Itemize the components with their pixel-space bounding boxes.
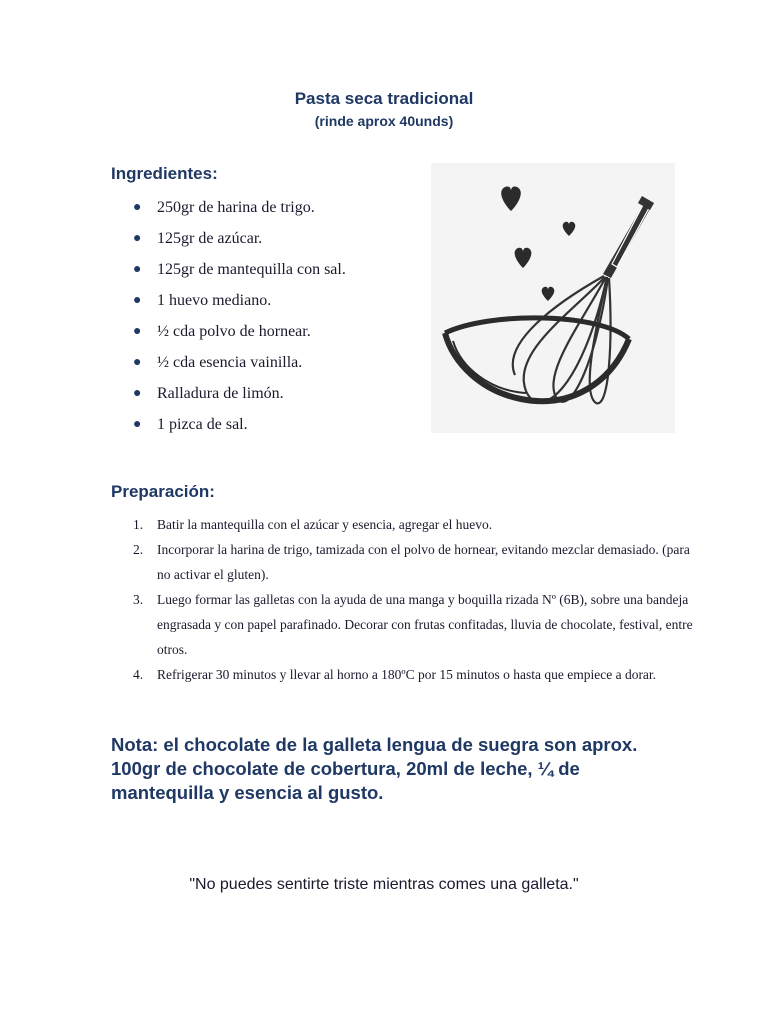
ingredients-heading: Ingredientes: — [111, 164, 218, 183]
preparation-steps — [133, 512, 693, 687]
preparation-heading: Preparación: — [111, 482, 215, 501]
ingredient-item: ● ½ cda esencia vainilla. — [133, 354, 303, 371]
preparation-step: 4. Refrigerar 30 minutos y llevar al horno a 180ºC por 15 minutos o hasta que empiece a dorar. — [133, 667, 657, 682]
recipe-yield: (rinde aprox 40unds) — [314, 113, 454, 129]
bullet-icon: ● — [133, 386, 142, 401]
ingredient-item: ● 125gr de azúcar. — [133, 230, 263, 247]
ingredient-item: ● 125gr de mantequilla con sal. — [133, 261, 346, 278]
preparation-step: 3. Luego formar las galletas con la ayuda de una manga y boquilla rizada Nº (6B), sobre una bandeja engrasada y con papel parafinado. Decorar con frutas confitadas, lluvia de chocolate, festival, entre otros. — [133, 592, 693, 657]
whisk-bowl-hearts-icon — [431, 163, 675, 433]
bullet-icon: ● — [133, 262, 142, 277]
ingredient-item: ● 1 huevo mediano. — [133, 292, 272, 309]
ingredients-list — [133, 198, 346, 446]
bullet-icon: ● — [133, 293, 142, 308]
ingredient-item: ● 250gr de harina de trigo. — [133, 199, 315, 216]
chocolate-note: Nota: el chocolate de la galleta lengua de suegra son aprox. 100gr de chocolate de cobertura, 20ml de leche, ¼ de mantequilla y esencia al gusto. — [111, 734, 638, 803]
ingredient-item: ● Ralladura de limón. — [133, 385, 284, 402]
preparation-step: 2. Incorporar la harina de trigo, tamizada con el polvo de hornear, evitando mezclar demasiado. (para no activar el gluten). — [133, 542, 690, 582]
bullet-icon: ● — [133, 417, 142, 432]
bullet-icon: ● — [133, 231, 142, 246]
ingredient-item: ● ½ cda polvo de hornear. — [133, 323, 311, 340]
preparation-step: 1. Batir la mantequilla con el azúcar y esencia, agregar el huevo. — [133, 517, 493, 532]
ingredient-item: ● 1 pizca de sal. — [133, 416, 248, 433]
cookie-quote: "No puedes sentirte triste mientras comes una galleta." — [189, 876, 579, 893]
bullet-icon: ● — [133, 200, 142, 215]
bullet-icon: ● — [133, 355, 142, 370]
bullet-icon: ● — [133, 324, 142, 339]
recipe-title: Pasta seca tradicional — [294, 89, 474, 108]
